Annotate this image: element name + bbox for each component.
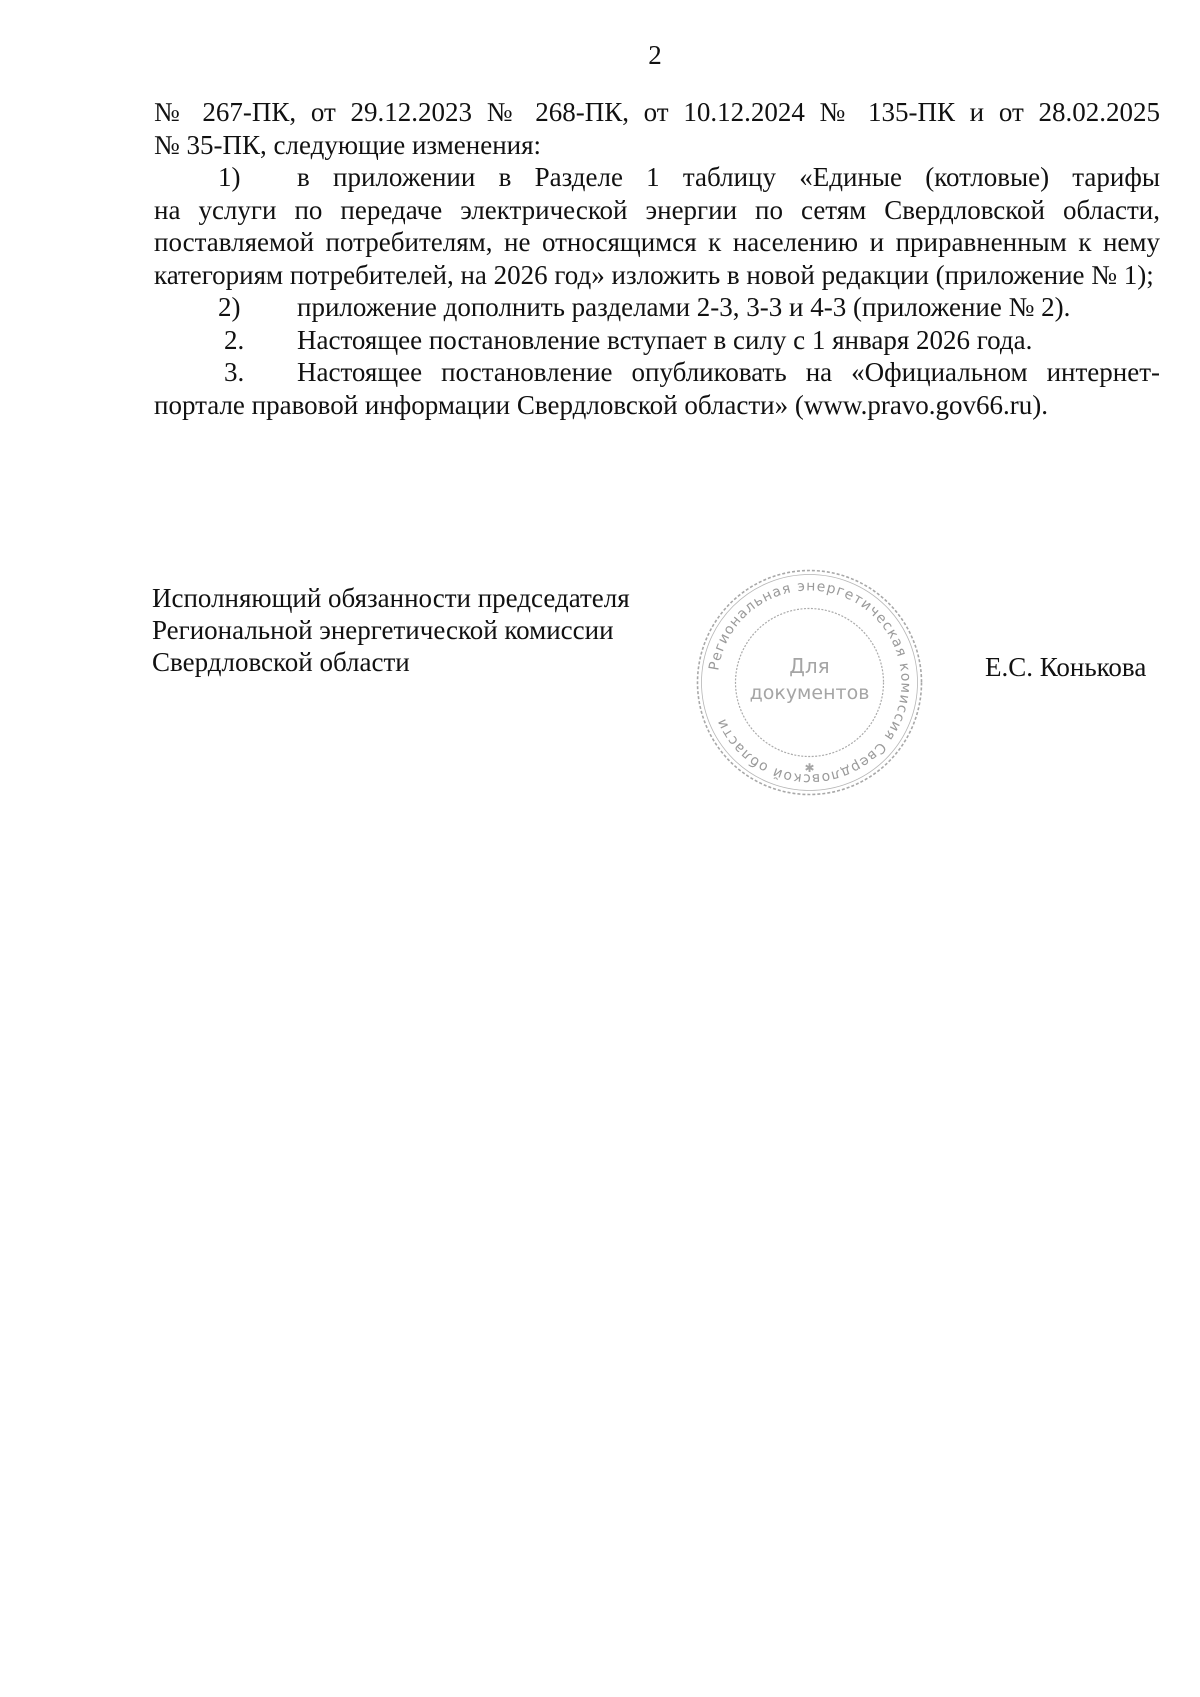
signer-position-line-3: Свердловской области [152,647,410,677]
stamp-ring-text-top: Региональная энергетическая комиссия Свердловской [706,578,914,787]
paragraph-line-2: № 35-ПК, следующие изменения: [154,129,542,160]
list-item-4-number: 3. [224,357,245,387]
list-item-3-number: 2. [224,324,245,355]
list-item-2-text: приложение дополнить разделами 2-3, 3-3 и 4-3 (приложение № 2). [297,292,1071,322]
signer-position-line-1: Исполняющий обязанности председателя [152,583,630,613]
list-item-3 [154,324,1160,357]
list-item-1-number: 1) [218,162,241,192]
list-item-1-first-line: в приложении в Разделе 1 таблицу «Единые (котловые) тарифы [297,162,1160,192]
official-stamp [692,565,927,800]
list-item-2 [154,291,1160,324]
list-item-4 [154,356,1160,421]
list-item-4-first-line: Настоящее постановление опубликовать на «Официальном интернет- [297,357,1160,387]
list-item-1 [154,161,1160,291]
list-item-3-text: Настоящее постановление вступает в силу с 1 января 2026 года. [297,324,1033,355]
page-number: 2 [648,40,662,70]
paragraph-line-1: № 267-ПК, от 29.12.2023 № 268-ПК, от 10.12.2024 № 135-ПК и от 28.02.2025 [154,97,1160,127]
list-item-4-text: портале правовой информации Свердловской области» (www.pravo.gov66.ru). [154,389,1049,420]
stamp-ring-text-bottom: области [713,715,771,776]
signer-position-line-2: Региональной энергетической комиссии [152,615,614,645]
document-body [154,96,1160,421]
stamp-center-line-1: Для [789,654,830,678]
list-item-2-number: 2) [218,292,241,322]
stamp-star-icon: ✱ [804,761,815,775]
signer-position [152,582,630,678]
stamp-center-line-2: документов [749,682,870,704]
signer-name: Е.С. Конькова [985,652,1147,682]
stamp-seal-graphic [692,565,927,800]
list-item-1-text: на услуги по передаче электрической энергии по сетям Свердловской области, поставляемой потребителям, не относящимся к населению и приравненным к нему категориям потребителей, на 2026 год» изложить в новой редакции (приложение № 1); [154,194,1160,290]
